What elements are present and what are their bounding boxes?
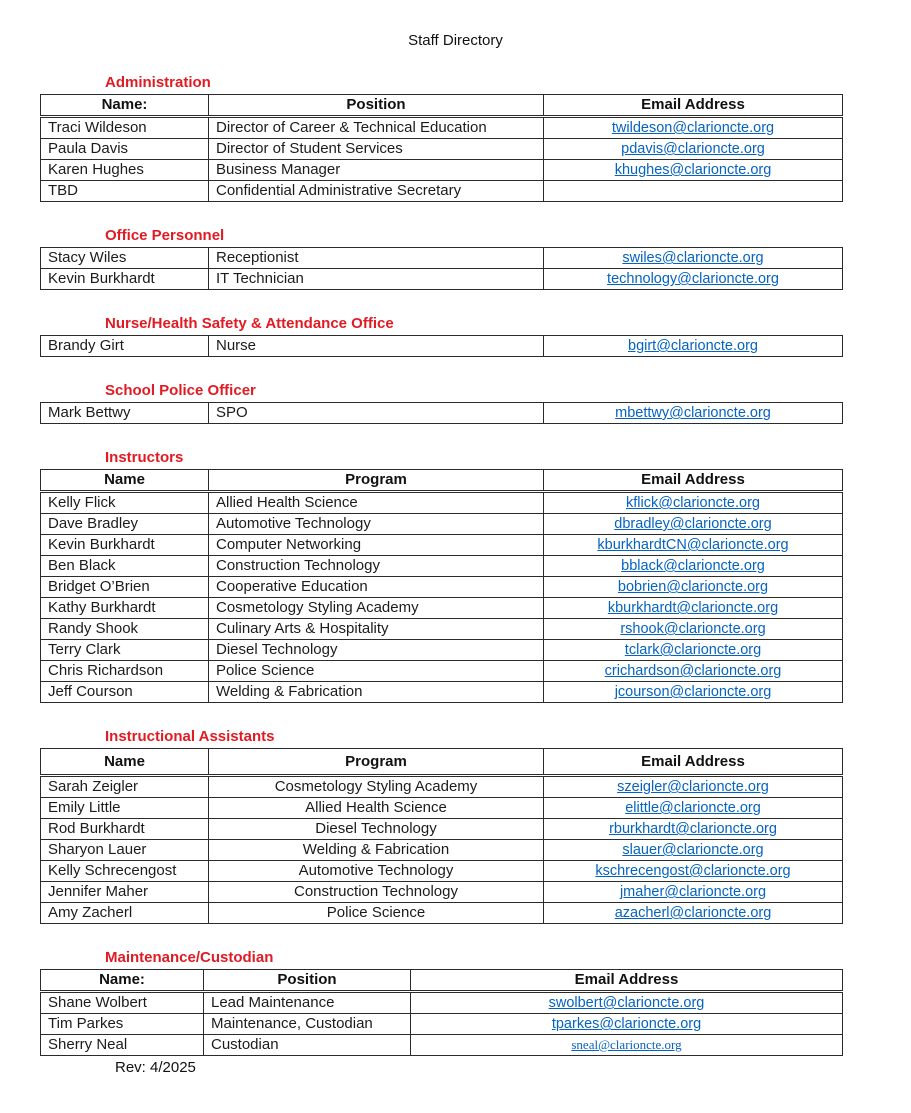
section-maintenance-custodian (0, 949, 911, 1056)
section-heading: Office Personnel (105, 227, 225, 244)
staff-name: Bridget O’Brien (41, 577, 209, 598)
email-link[interactable]: pdavis@clarioncte.org (621, 141, 765, 157)
staff-role: Automotive Technology (209, 514, 544, 535)
table-row (41, 1035, 843, 1056)
staff-role: Custodian (204, 1035, 411, 1056)
staff-name: Kelly Flick (41, 492, 209, 514)
section-heading: Instructional Assistants (105, 728, 275, 745)
staff-role: Director of Career & Technical Education (209, 117, 544, 139)
section-nurse-health-safety-attendance-office (0, 315, 911, 357)
section-heading: Maintenance/Custodian (105, 949, 274, 966)
section-heading: School Police Officer (105, 382, 256, 399)
staff-email-cell (544, 861, 843, 882)
staff-role: Nurse (209, 336, 544, 357)
email-link[interactable]: jcourson@clarioncte.org (614, 684, 772, 700)
table-row (41, 248, 843, 269)
revision-note: Rev: 4/2025 (115, 1059, 196, 1076)
column-header-email: Email Address (544, 95, 843, 117)
email-link[interactable]: technology@clarioncte.org (607, 271, 779, 287)
staff-name: Dave Bradley (41, 514, 209, 535)
section-heading: Nurse/Health Safety & Attendance Office (105, 315, 394, 332)
email-link[interactable]: rshook@clarioncte.org (620, 621, 766, 637)
table-row (41, 492, 843, 514)
staff-email-cell (544, 139, 843, 160)
staff-name: Emily Little (41, 798, 209, 819)
staff-name: Randy Shook (41, 619, 209, 640)
staff-name: Sarah Zeigler (41, 776, 209, 798)
email-link[interactable]: szeigler@clarioncte.org (617, 779, 769, 795)
email-link[interactable]: khughes@clarioncte.org (614, 162, 772, 178)
section-office-personnel (0, 227, 911, 290)
email-link[interactable]: slauer@clarioncte.org (622, 842, 764, 858)
staff-name: Mark Bettwy (41, 403, 209, 424)
section-school-police-officer (0, 382, 911, 424)
header-row (41, 749, 843, 776)
staff-role: Automotive Technology (209, 861, 544, 882)
staff-role: Computer Networking (209, 535, 544, 556)
email-link[interactable]: swiles@clarioncte.org (622, 250, 764, 266)
staff-name: Amy Zacherl (41, 903, 209, 924)
table-row (41, 514, 843, 535)
staff-role: Lead Maintenance (204, 992, 411, 1014)
section-heading: Instructors (105, 449, 184, 466)
table-row (41, 619, 843, 640)
staff-name: Karen Hughes (41, 160, 209, 181)
staff-role: Allied Health Science (209, 798, 544, 819)
table-row (41, 640, 843, 661)
email-link[interactable]: elittle@clarioncte.org (625, 800, 761, 816)
staff-name: Tim Parkes (41, 1014, 204, 1035)
table-row (41, 181, 843, 202)
email-link[interactable]: twildeson@clarioncte.org (611, 120, 775, 136)
staff-name: Traci Wildeson (41, 117, 209, 139)
email-link[interactable]: kburkhardt@clarioncte.org (607, 600, 779, 616)
staff-email-cell (544, 160, 843, 181)
staff-name: Kevin Burkhardt (41, 269, 209, 290)
staff-email-cell (544, 403, 843, 424)
staff-email-cell (411, 1035, 843, 1056)
page-title: Staff Directory (408, 32, 503, 49)
directory-table (40, 335, 843, 357)
section-instructional-assistants (0, 728, 911, 924)
email-link[interactable]: tparkes@clarioncte.org (551, 1016, 702, 1032)
staff-role: Construction Technology (209, 882, 544, 903)
staff-name: Kelly Schrecengost (41, 861, 209, 882)
staff-role: Construction Technology (209, 556, 544, 577)
staff-email-cell (544, 117, 843, 139)
table-row (41, 776, 843, 798)
email-link[interactable]: jmaher@clarioncte.org (619, 884, 767, 900)
staff-email-cell (544, 556, 843, 577)
table-row (41, 992, 843, 1014)
staff-role: Maintenance, Custodian (204, 1014, 411, 1035)
table-row (41, 598, 843, 619)
table-row (41, 577, 843, 598)
table-row (41, 336, 843, 357)
staff-email-cell (544, 882, 843, 903)
email-link[interactable]: sneal@clarioncte.org (571, 1037, 682, 1052)
staff-name: Kevin Burkhardt (41, 535, 209, 556)
email-link[interactable]: rburkhardt@clarioncte.org (609, 821, 777, 837)
column-header-name: Name (41, 749, 209, 776)
table-row (41, 403, 843, 424)
staff-role: IT Technician (209, 269, 544, 290)
staff-name: Shane Wolbert (41, 992, 204, 1014)
column-header-name: Name (41, 470, 209, 492)
section-administration (0, 74, 911, 202)
header-row (41, 970, 843, 992)
staff-email-cell (544, 640, 843, 661)
staff-name: Stacy Wiles (41, 248, 209, 269)
column-header-email: Email Address (544, 749, 843, 776)
staff-email-cell (544, 840, 843, 861)
email-link[interactable]: kflick@clarioncte.org (626, 495, 760, 511)
staff-name: Chris Richardson (41, 661, 209, 682)
column-header-name: Name: (41, 95, 209, 117)
staff-role: Receptionist (209, 248, 544, 269)
staff-name: Ben Black (41, 556, 209, 577)
table-row (41, 556, 843, 577)
email-link[interactable]: bobrien@clarioncte.org (617, 579, 769, 595)
staff-email-cell (544, 269, 843, 290)
table-row (41, 661, 843, 682)
directory-table (40, 247, 843, 290)
table-row (41, 882, 843, 903)
staff-role: Police Science (209, 903, 544, 924)
staff-role: Allied Health Science (209, 492, 544, 514)
staff-name: Paula Davis (41, 139, 209, 160)
staff-email-cell (411, 992, 843, 1014)
staff-role: Police Science (209, 661, 544, 682)
staff-role: Cosmetology Styling Academy (209, 776, 544, 798)
directory-table (40, 402, 843, 424)
email-link[interactable]: kschrecengost@clarioncte.org (595, 863, 791, 879)
staff-email-cell (544, 682, 843, 703)
column-header-role: Program (209, 470, 544, 492)
staff-email-cell (544, 661, 843, 682)
column-header-role: Program (209, 749, 544, 776)
staff-email-cell (544, 619, 843, 640)
column-header-email: Email Address (411, 970, 843, 992)
table-row (41, 903, 843, 924)
staff-email-cell (544, 598, 843, 619)
email-link[interactable]: bgirt@clarioncte.org (628, 338, 758, 354)
staff-email-cell (544, 819, 843, 840)
table-row (41, 819, 843, 840)
staff-role: Confidential Administrative Secretary (209, 181, 544, 202)
sections (0, 74, 911, 1056)
staff-role: Diesel Technology (209, 640, 544, 661)
staff-email-cell (544, 903, 843, 924)
staff-role: Welding & Fabrication (209, 682, 544, 703)
staff-name: Kathy Burkhardt (41, 598, 209, 619)
email-link[interactable]: swolbert@clarioncte.org (548, 995, 705, 1011)
staff-role: Cooperative Education (209, 577, 544, 598)
staff-email-cell (544, 776, 843, 798)
staff-role: Culinary Arts & Hospitality (209, 619, 544, 640)
email-link[interactable]: dbradley@clarioncte.org (614, 516, 772, 532)
header-row (41, 470, 843, 492)
table-row (41, 682, 843, 703)
table-row (41, 139, 843, 160)
directory-table (40, 748, 843, 924)
email-link[interactable]: tclark@clarioncte.org (624, 642, 762, 658)
table-row (41, 861, 843, 882)
staff-name: Jennifer Maher (41, 882, 209, 903)
email-link[interactable]: kburkhardtCN@clarioncte.org (597, 537, 789, 553)
staff-name: Jeff Courson (41, 682, 209, 703)
column-header-role: Position (209, 95, 544, 117)
email-link[interactable]: mbettwy@clarioncte.org (615, 405, 771, 421)
staff-role: Welding & Fabrication (209, 840, 544, 861)
section-heading: Administration (105, 74, 211, 91)
section-instructors (0, 449, 911, 703)
table-row (41, 269, 843, 290)
staff-role: Diesel Technology (209, 819, 544, 840)
staff-email-cell (544, 514, 843, 535)
staff-role: Business Manager (209, 160, 544, 181)
staff-email-cell (544, 535, 843, 556)
staff-name: Rod Burkhardt (41, 819, 209, 840)
staff-name: Sharyon Lauer (41, 840, 209, 861)
email-link[interactable]: azacherl@clarioncte.org (614, 905, 772, 921)
staff-email-cell (544, 798, 843, 819)
directory-table (40, 969, 843, 1056)
column-header-email: Email Address (544, 470, 843, 492)
staff-name: Sherry Neal (41, 1035, 204, 1056)
directory-table (40, 469, 843, 703)
table-row (41, 160, 843, 181)
staff-email-cell (411, 1014, 843, 1035)
table-row (41, 840, 843, 861)
column-header-name: Name: (41, 970, 204, 992)
staff-role: SPO (209, 403, 544, 424)
staff-name: TBD (41, 181, 209, 202)
staff-role: Director of Student Services (209, 139, 544, 160)
table-row (41, 535, 843, 556)
staff-email-cell (544, 577, 843, 598)
email-link[interactable]: crichardson@clarioncte.org (604, 663, 782, 679)
staff-email-cell (544, 336, 843, 357)
table-row (41, 798, 843, 819)
staff-name: Brandy Girt (41, 336, 209, 357)
staff-name: Terry Clark (41, 640, 209, 661)
column-header-role: Position (204, 970, 411, 992)
staff-email-cell (544, 492, 843, 514)
table-row (41, 117, 843, 139)
staff-role: Cosmetology Styling Academy (209, 598, 544, 619)
staff-email-cell (544, 248, 843, 269)
table-row (41, 1014, 843, 1035)
header-row (41, 95, 843, 117)
email-link[interactable]: bblack@clarioncte.org (621, 558, 765, 574)
directory-table (40, 94, 843, 202)
staff-email-cell (544, 181, 843, 202)
